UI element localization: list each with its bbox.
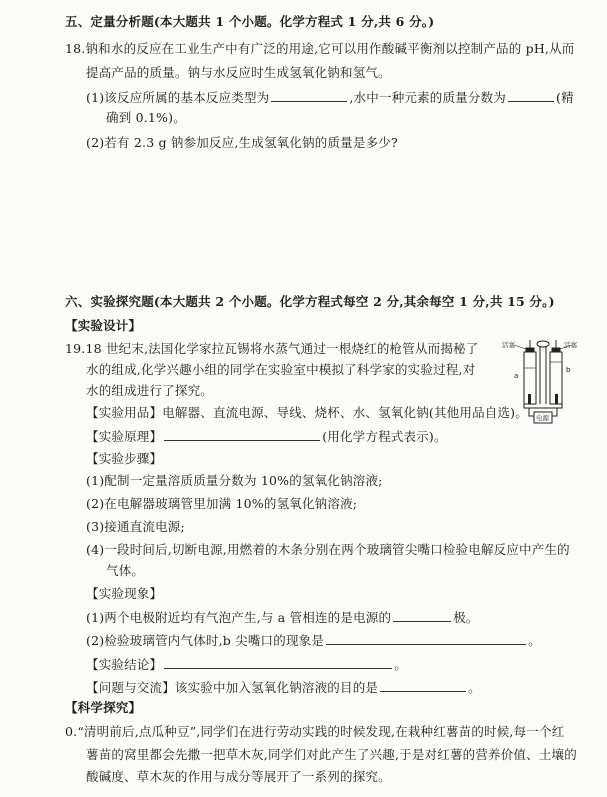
q18-stem-line2: 提高产品的质量。钠与水反应时生成氢氧化钠和氢气。 — [86, 65, 391, 80]
q18-part2: (2)若有 2.3 g 钠参加反应,生成氢氧化钠的质量是多少? — [86, 135, 398, 150]
label-tube-b: b — [566, 366, 571, 374]
q19-stem-line3: 水的组成进行了探究。 — [86, 383, 214, 398]
q18-stem-text1: 钠和水的反应在工业生产中有广泛的用途,它可以用作酸碱平衡剂以控制产品的 pH,从而 — [85, 41, 575, 56]
label-tube-a: a — [514, 372, 519, 380]
q19-discussion-suffix: 。 — [468, 680, 481, 695]
q19-blank-electrode[interactable] — [393, 609, 451, 622]
q19-materials: 【实验用品】电解器、直流电源、导线、烧杯、水、氢氧化钠(其他用品自选)。 — [86, 405, 528, 420]
bottom-connector — [524, 404, 562, 408]
q19-phen1-prefix: (1)两个电极附近均有气泡产生,与 a 管相连的是电源的 — [86, 610, 392, 625]
q19-principle — [86, 428, 447, 445]
q19-stem-text1: 18 世纪末,法国化学家拉瓦锡将水蒸气通过一根烧红的枪管从而揭秘了 — [85, 341, 479, 356]
q19-phenomenon2 — [86, 632, 541, 649]
q19-stem-line2: 水的组成,化学兴趣小组的同学在实验室中模拟了科学家的实验过程,对 — [86, 362, 476, 377]
q19-principle-label: 【实验原理】 — [86, 429, 163, 444]
q20-line1 — [65, 724, 564, 740]
q19-phen2-prefix: (2)检验玻璃管内气体时,b 尖嘴口的现象是 — [86, 633, 325, 648]
q20-text1: “清明前后,点瓜种豆”,同学们在进行劳动实践的时候发现,在栽种红薯苗的时候,每一个红 — [77, 724, 565, 739]
q19-phenomena-label: 【实验现象】 — [86, 586, 163, 601]
q19-step2: (2)在电解器玻璃管里加满 10%的氢氧化钠溶液; — [86, 496, 358, 511]
q19-conclusion-label: 【实验结论】 — [86, 657, 163, 672]
section6-heading: 六、实验探究题(本大题共 2 个小题。化学方程式每空 2 分,其余每空 1 分,共 15 分。) — [65, 294, 555, 309]
label-right-valve: 活塞 — [564, 341, 577, 349]
q19-conclusion — [86, 656, 407, 673]
q19-step4-line1: (4)一段时间后,切断电源,用燃着的木条分别在两个玻璃管尖嘴口检验电解反应中产生的 — [86, 542, 570, 557]
q19-step3: (3)接通直流电源; — [86, 519, 185, 534]
q20-number: 0. — [65, 724, 78, 739]
q20-line2: 薯苗的窝里都会先撒一把草木灰,同学们对此产生了兴趣,于是对红薯的营养价值、土壤的 — [86, 747, 577, 762]
q19-stem-line1 — [65, 341, 478, 357]
q19-discussion-prefix: 【问题与交流】该实验中加入氢氧化钠溶液的目的是 — [86, 680, 379, 695]
q18-number: 18. — [65, 41, 86, 56]
section5-heading: 五、定量分析题(本大题共 1 个小题。化学方程式 1 分,共 6 分。) — [65, 14, 435, 29]
q19-blank-purpose[interactable] — [380, 679, 466, 692]
science-inquiry-label: 【科学探究】 — [65, 700, 142, 715]
q19-blank-b-observation[interactable] — [326, 632, 526, 645]
q19-phenomenon1 — [86, 609, 479, 626]
electrode-right — [555, 394, 558, 404]
q18-stem-line1 — [65, 41, 575, 57]
q19-number: 19. — [65, 341, 86, 356]
electrolysis-apparatus-diagram — [500, 338, 586, 428]
right-stopcock-icon — [552, 340, 560, 352]
q19-blank-equation[interactable] — [164, 428, 320, 441]
reservoir-tube — [537, 341, 549, 404]
q18-part1-suffix: (精 — [556, 90, 574, 105]
q18-part1 — [86, 89, 574, 106]
q18-part1-mid: ,水中一种元素的质量分数为 — [349, 90, 506, 105]
q19-phen1-suffix: 极。 — [453, 610, 479, 625]
q20-line3: 酸碱度、草木灰的作用与成分等展开了一系列的探究。 — [86, 769, 391, 784]
q19-phen2-suffix: 。 — [528, 633, 541, 648]
q19-blank-conclusion[interactable] — [164, 656, 392, 669]
left-stopcock-icon — [526, 340, 534, 352]
label-power-supply: 电源 — [536, 414, 549, 422]
label-left-valve: 活塞 — [502, 341, 515, 349]
q19-step4-line2: 气体。 — [106, 563, 145, 578]
q19-discussion — [86, 679, 481, 696]
q19-conclusion-suffix: 。 — [394, 657, 407, 672]
q18-blank-reaction-type[interactable] — [271, 89, 347, 102]
experiment-design-label: 【实验设计】 — [65, 318, 142, 333]
q19-step1: (1)配制一定量溶质质量分数为 10%的氢氧化钠溶液; — [86, 473, 383, 488]
q18-blank-mass-fraction[interactable] — [508, 89, 554, 102]
q18-part1-line2: 确到 0.1%)。 — [106, 110, 186, 125]
q19-steps-label: 【实验步骤】 — [86, 451, 163, 466]
electrode-left — [528, 394, 531, 404]
q18-part1-prefix: (1)该反应所属的基本反应类型为 — [86, 90, 270, 105]
q19-principle-suffix: (用化学方程式表示)。 — [322, 429, 447, 444]
